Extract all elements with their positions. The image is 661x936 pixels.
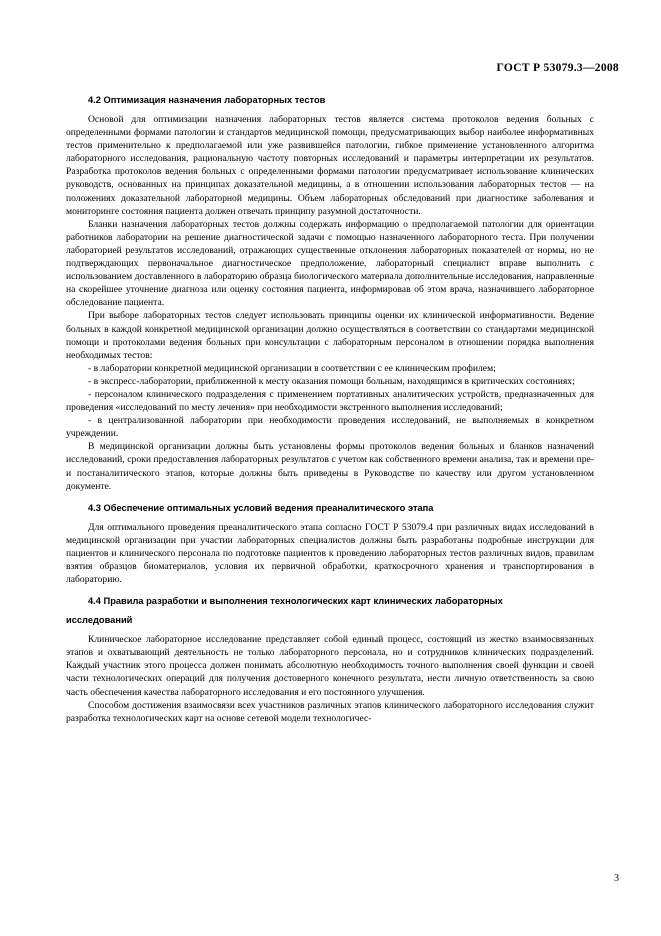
paragraph: Способом достижения взаимосвязи всех участников различных этапов клинического лабораторного исследования служит разработка технологических карт на основе сетевой модели технологичес-	[66, 699, 594, 724]
paragraph: Для оптимального проведения преаналитического этапа согласно ГОСТ Р 53079.4 при различных видах исследований в медицинской организации при участии лабораторных специалистов должны быть разработаны подробные инструкции для пациентов и клинического персонала по подготовке пациентов к проведению лабораторных тестов различных видов, правилам взятия образцов биоматериалов, условия их первичной обработки, краткосрочного хранения и транспортирования в лабораторию.	[66, 521, 594, 586]
paragraph: Бланки назначения лабораторных тестов должны содержать информацию о предполагаемой патологии для ориентации работников лаборатории на решение диагностической задачи с помощью назначенного лабораторного теста. При получении лабораторией результатов исследований, отражающих существенные отклонения лабораторных показателей от нормы, но не подтверждающих первоначальное диагностическое предположение, лабораторный специалист вправе выполнить с использованием доставленного в лабораторию образца биологического материала дополнительные исследования, направленные на скорейшее уточнение диагноза или оценку состояния пациента, информировав об этом врача, назначившего лабораторное обследование пациента.	[66, 218, 594, 309]
paragraph: Клиническое лабораторное исследование представляет собой единый процесс, состоящий из жестко взаимосвязанных этапов и охватывающий деятельность не только лабораторного персонала, но и сотрудников клинических подразделений. Каждый участник этого процесса должен понимать абсолютную необходимость точного выполнения своей функции и своей части технологических операций для получения достоверного конечного результата, нести личную ответственность за свою часть обеспечения качества лабораторного исследования и его постоянного улучшения.	[66, 634, 594, 698]
list-item: - персоналом клинического подразделения с применением портативных аналитических устройств, предназначенных для проведения «исследований по месту лечения» при необходимости экстренного выполнения исследований;	[66, 388, 594, 414]
section-heading-4-3: 4.3 Обеспечение оптимальных условий ведения преаналитического этапа	[88, 502, 434, 513]
list-item: - в централизованной лаборатории при необходимости проведения исследований, не выполняемых в конкретном учреждении.	[66, 415, 594, 440]
list-item: - в лаборатории конкретной медицинской организации в соответствии с ее клиническим профилем;	[88, 362, 496, 374]
section-heading-4-4-line1: 4.4 Правила разработки и выполнения технологических карт клинических лабораторных	[88, 596, 503, 607]
page-number: 3	[614, 873, 619, 884]
section-heading-4-2: 4.2 Оптимизация назначения лабораторных тестов	[88, 95, 326, 105]
paragraph: При выборе лабораторных тестов следует использовать принципы оценки их клинической информативности. Ведение больных в каждой конкретной медицинской организации должно осуществляться в соответствии со стандартами медицинской помощи и протоколами ведения больных при консультации с лабораторным персоналом в отношении порядка выполнения необходимых тестов:	[66, 310, 594, 361]
paragraph: В медицинской организации должны быть установлены формы протоколов ведения больных и бланков назначений исследований, сроки предоставления лабораторных результатов с учетом как собственного времени анализа, так и времени пре- и постаналитического этапов, которые должны быть приведены в Руководстве по качеству или другом установленном документе.	[66, 441, 594, 492]
section-heading-4-4-line2: исследований	[66, 615, 133, 626]
paragraph: Основой для оптимизации назначения лабораторных тестов является система протоколов ведения больных с определенными формами патологии и стандартов медицинской помощи, предусматривающих выбор наиболее информативных тестов применительно к предполагаемой или уже развившейся патологии, гибкое применение установленного алгоритма лабораторного исследования, рациональную частоту повторных исследований и параметры интерпретации их результатов. Разработка протоколов ведения больных с определенными формами патологии предусматривает использование клинических руководств, основанных на принципах доказательной медицины, а в отношении использования лабораторных тестов — на положениях доказательной лабораторной медицины. Объем лабораторных обследований при диагностике заболевания и мониторинге состояния пациента должен отвечать принципу разумной достаточности.	[66, 114, 594, 217]
spacer	[66, 586, 594, 595]
page-header-standard-number: ГОСТ Р 53079.3—2008	[496, 62, 619, 74]
spacer	[66, 493, 594, 502]
document-body	[66, 94, 594, 725]
list-item: - в экспресс-лаборатории, приближенной к месту оказания помощи больным, находящимся в критических состояниях;	[88, 375, 575, 387]
